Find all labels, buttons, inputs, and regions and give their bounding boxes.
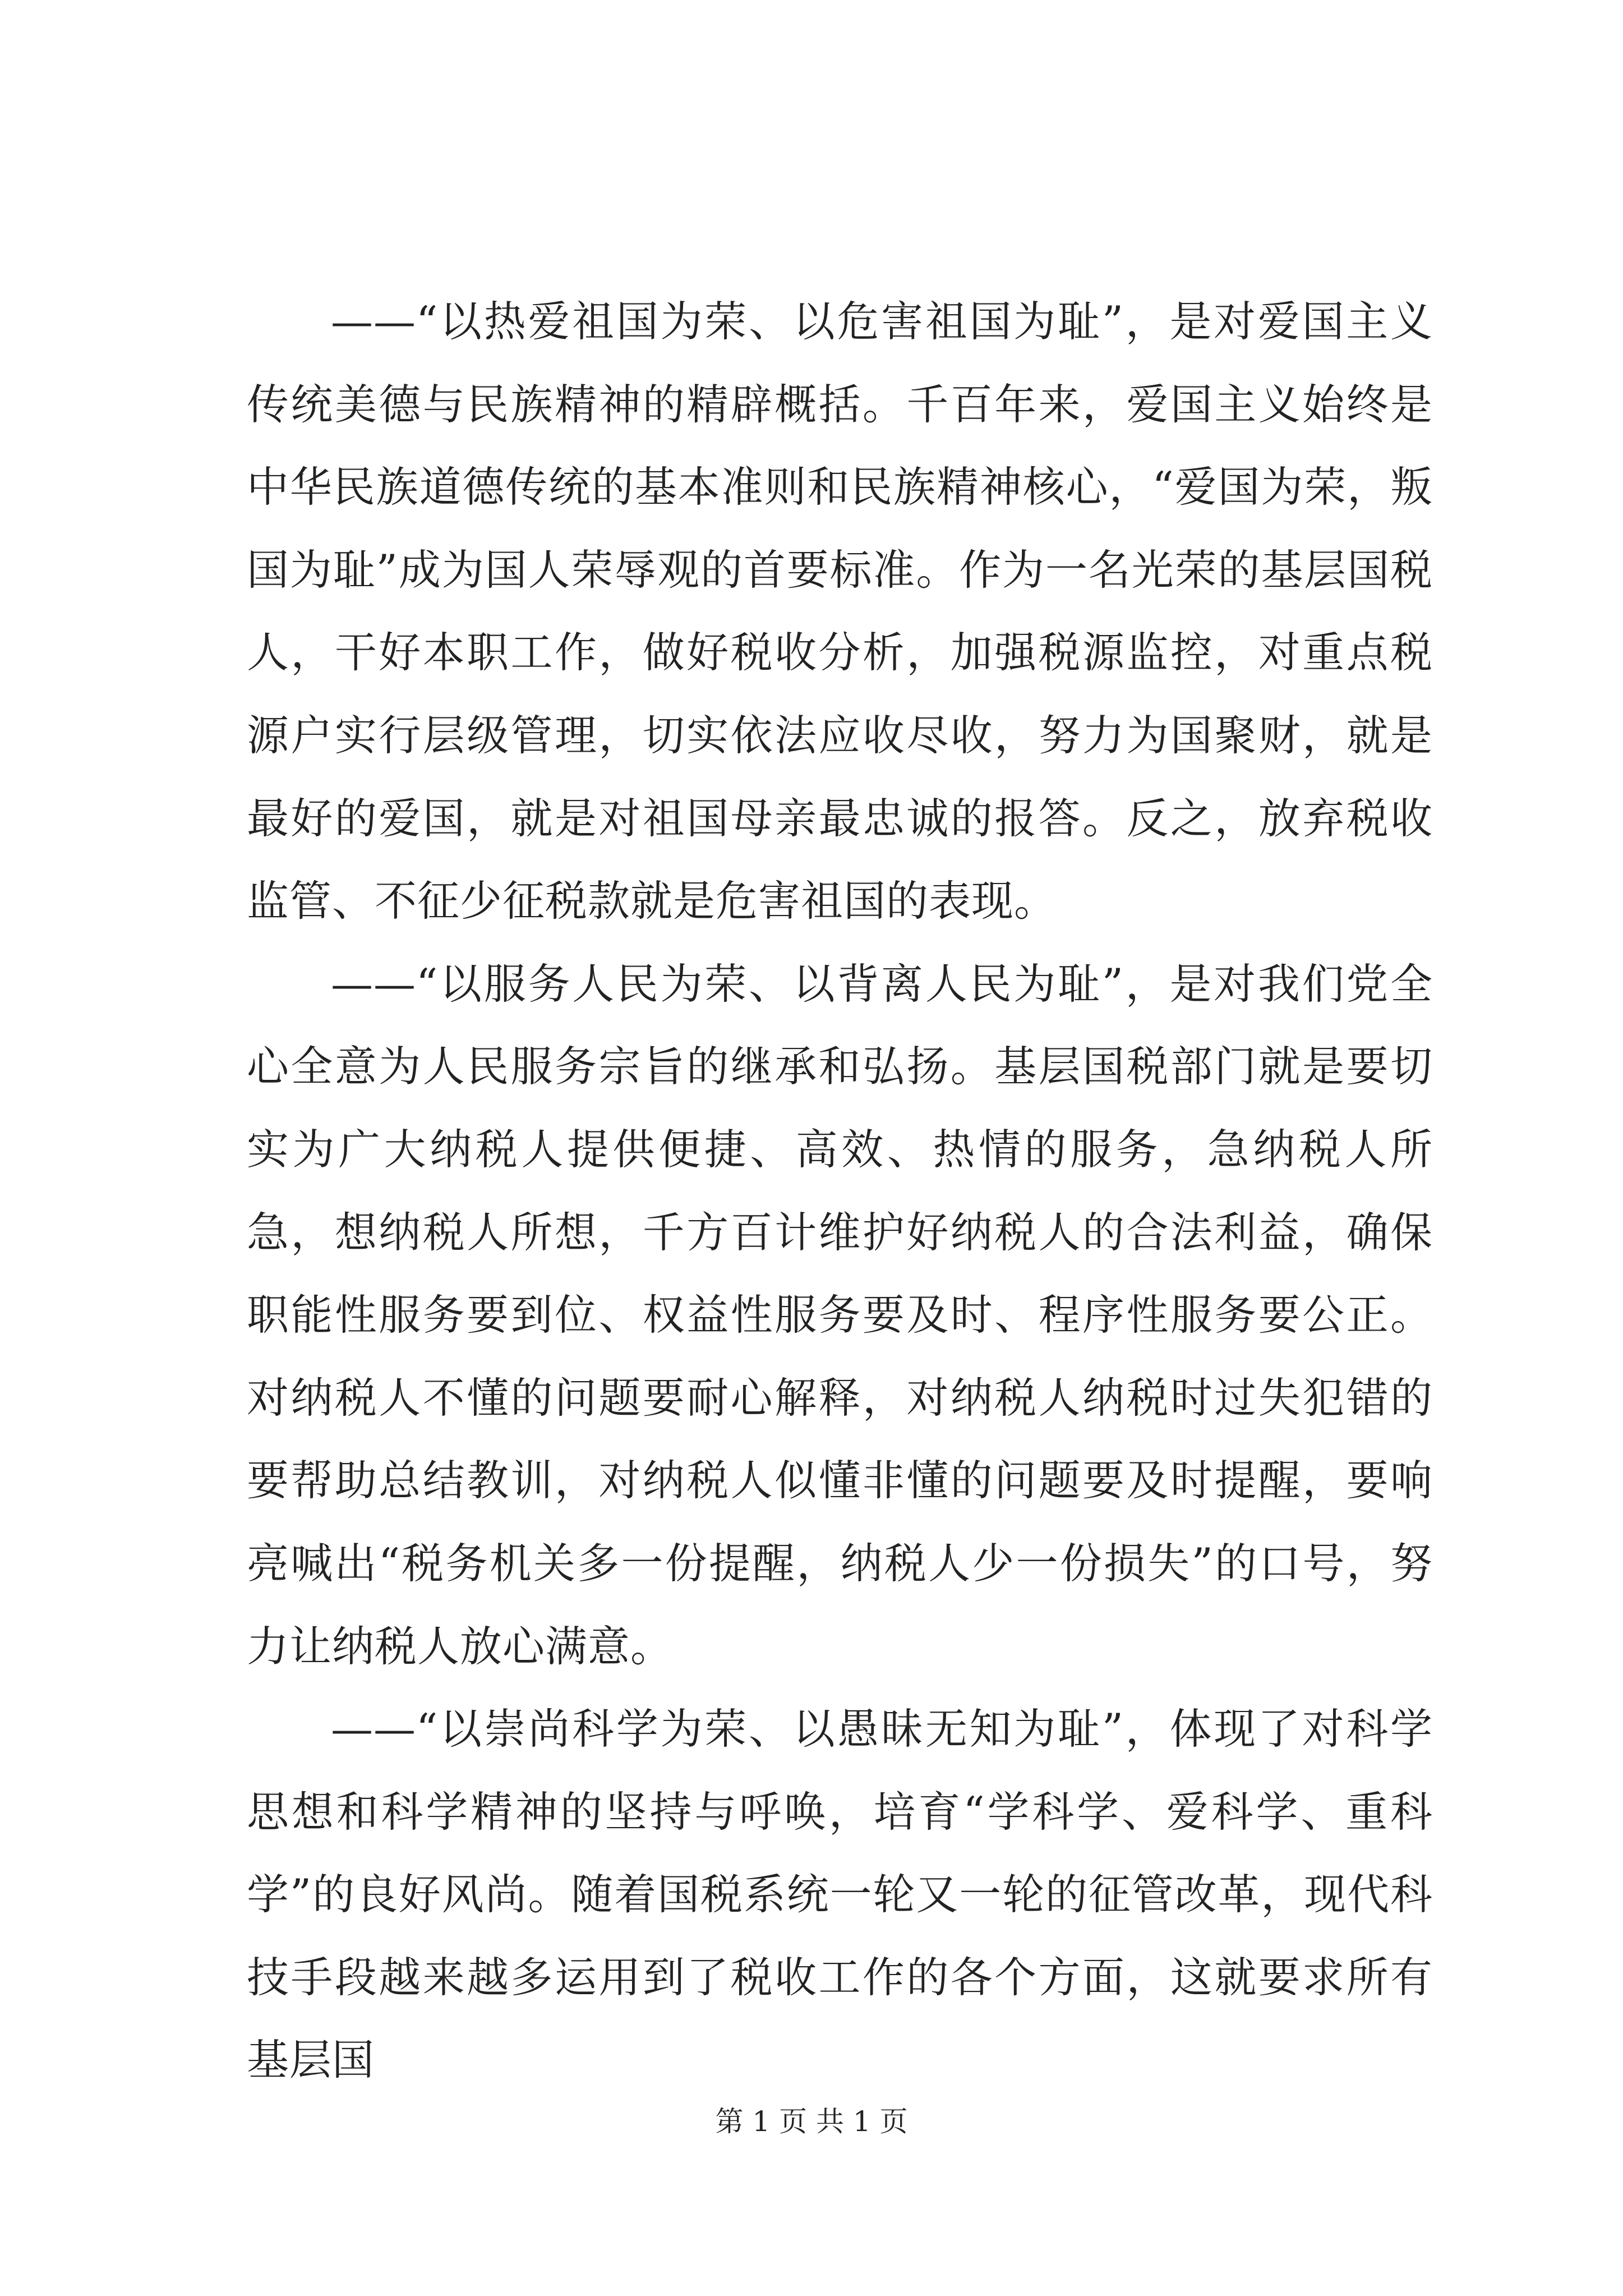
document-body <box>247 280 1433 2102</box>
page-number-footer: 第 1 页 共 1 页 <box>715 2105 908 2138</box>
paragraph-patriotism: ——“以热爱祖国为荣、以危害祖国为耻”，是对爱国主义传统美德与民族精神的精辟概括。千百年来，爱国主义始终是中华民族道德传统的基本准则和民族精神核心，“爱国为荣，叛国为耻”成为国人荣辱观的首要标准。作为一名光荣的基层国税人，干好本职工作，做好税收分析，加强税源监控，对重点税源户实行层级管理，切实依法应收尽收，努力为国聚财，就是最好的爱国，就是对祖国母亲最忠诚的报答。反之，放弃税收监管、不征少征税款就是危害祖国的表现。 <box>247 297 1433 926</box>
paragraph-science: ——“以崇尚科学为荣、以愚昧无知为耻”，体现了对科学思想和科学精神的坚持与呼唤，培育“学科学、爱科学、重科学”的良好风尚。随着国税系统一轮又一轮的征管改革，现代科技手段越来越多运用到了税收工作的各个方面，这就要求所有基层国 <box>247 1704 1433 2085</box>
paragraph-serve-people: ——“以服务人民为荣、以背离人民为耻”，是对我们党全心全意为人民服务宗旨的继承和弘扬。基层国税部门就是要切实为广大纳税人提供便捷、高效、热情的服务，急纳税人所急，想纳税人所想，千方百计维护好纳税人的合法利益，确保职能性服务要到位、权益性服务要及时、程序性服务要公正。对纳税人不懂的问题要耐心解释，对纳税人纳税时过失犯错的要帮助总结教训，对纳税人似懂非懂的问题要及时提醒，要响亮喊出“税务机关多一份提醒，纳税人少一份损失”的口号，努力让纳税人放心满意。 <box>247 959 1433 1671</box>
